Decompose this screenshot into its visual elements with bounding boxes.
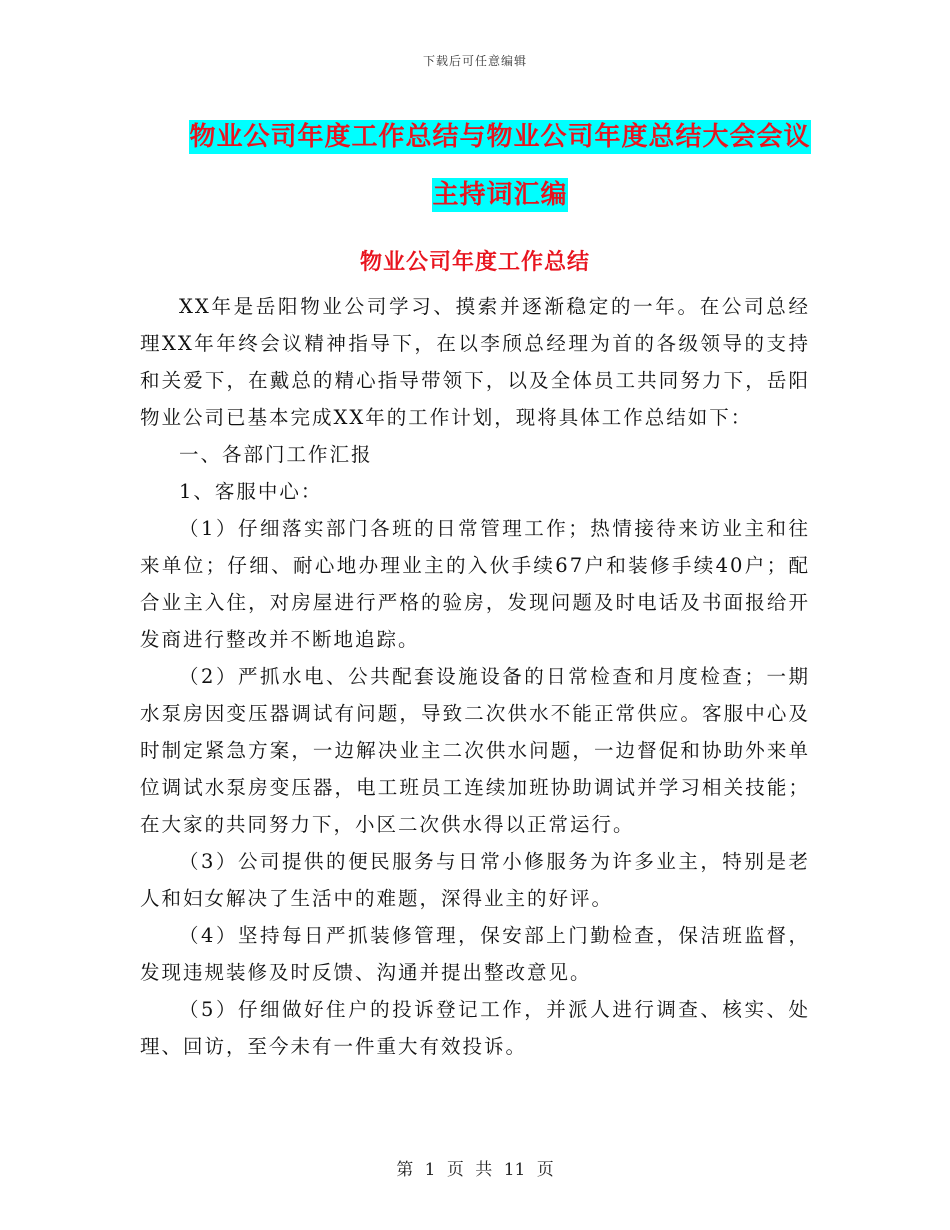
heading-customer-service-center: 1、客服中心： <box>179 480 323 503</box>
document-title <box>120 108 880 224</box>
heading-department-reports: 一、各部门工作汇报 <box>179 443 373 466</box>
paragraph-intro: XX年是岳阳物业公司学习、摸索并逐渐稳定的一年。在公司总经理XX年年终会议精神指导下，在以李颀总经理为首的各级领导的支持和关爱下，在戴总的精心指导带领下，以及全体员工共同努力下，岳阳物业公司已基本完成XX年的工作计划，现将具体工作总结如下： <box>140 295 810 429</box>
paragraph-item-3: （3）公司提供的便民服务与日常小修服务为许多业主，特别是老人和妇女解决了生活中的难题，深得业主的好评。 <box>140 850 810 910</box>
document-body <box>140 288 810 1065</box>
page-footer: 第 1 页 共 11 页 <box>396 1160 554 1180</box>
document-title-line-1: 物业公司年度工作总结与物业公司年度总结大会会议 <box>189 122 811 152</box>
paragraph-item-2: （2）严抓水电、公共配套设施设备的日常检查和月度检查；一期水泵房因变压器调试有问题，导致二次供水不能正常供应。客服中心及时制定紧急方案，一边解决业主二次供水问题，一边督促和协助外来单位调试水泵房变压器，电工班员工连续加班协助调试并学习相关技能；在大家的共同努力下，小区二次供水得以正常运行。 <box>140 665 810 836</box>
paragraph-item-1: （1）仔细落实部门各班的日常管理工作；热情接待来访业主和往来单位；仔细、耐心地办理业主的入伙手续67户和装修手续40户；配合业主入住，对房屋进行严格的验房，发现问题及时电话及书面报给开发商进行整改并不断地追踪。 <box>140 517 810 651</box>
header-note: 下载后可任意编辑 <box>422 54 527 68</box>
paragraph-item-5: （5）仔细做好住户的投诉登记工作，并派人进行调查、核实、处理、回访，至今未有一件重大有效投诉。 <box>140 998 810 1058</box>
paragraph-item-4: （4）坚持每日严抓装修管理，保安部上门勤检查，保洁班监督，发现违规装修及时反馈、沟通并提出整改意见。 <box>140 924 810 984</box>
document-title-line-2: 主持词汇编 <box>432 180 568 210</box>
section-title: 物业公司年度工作总结 <box>359 249 590 275</box>
